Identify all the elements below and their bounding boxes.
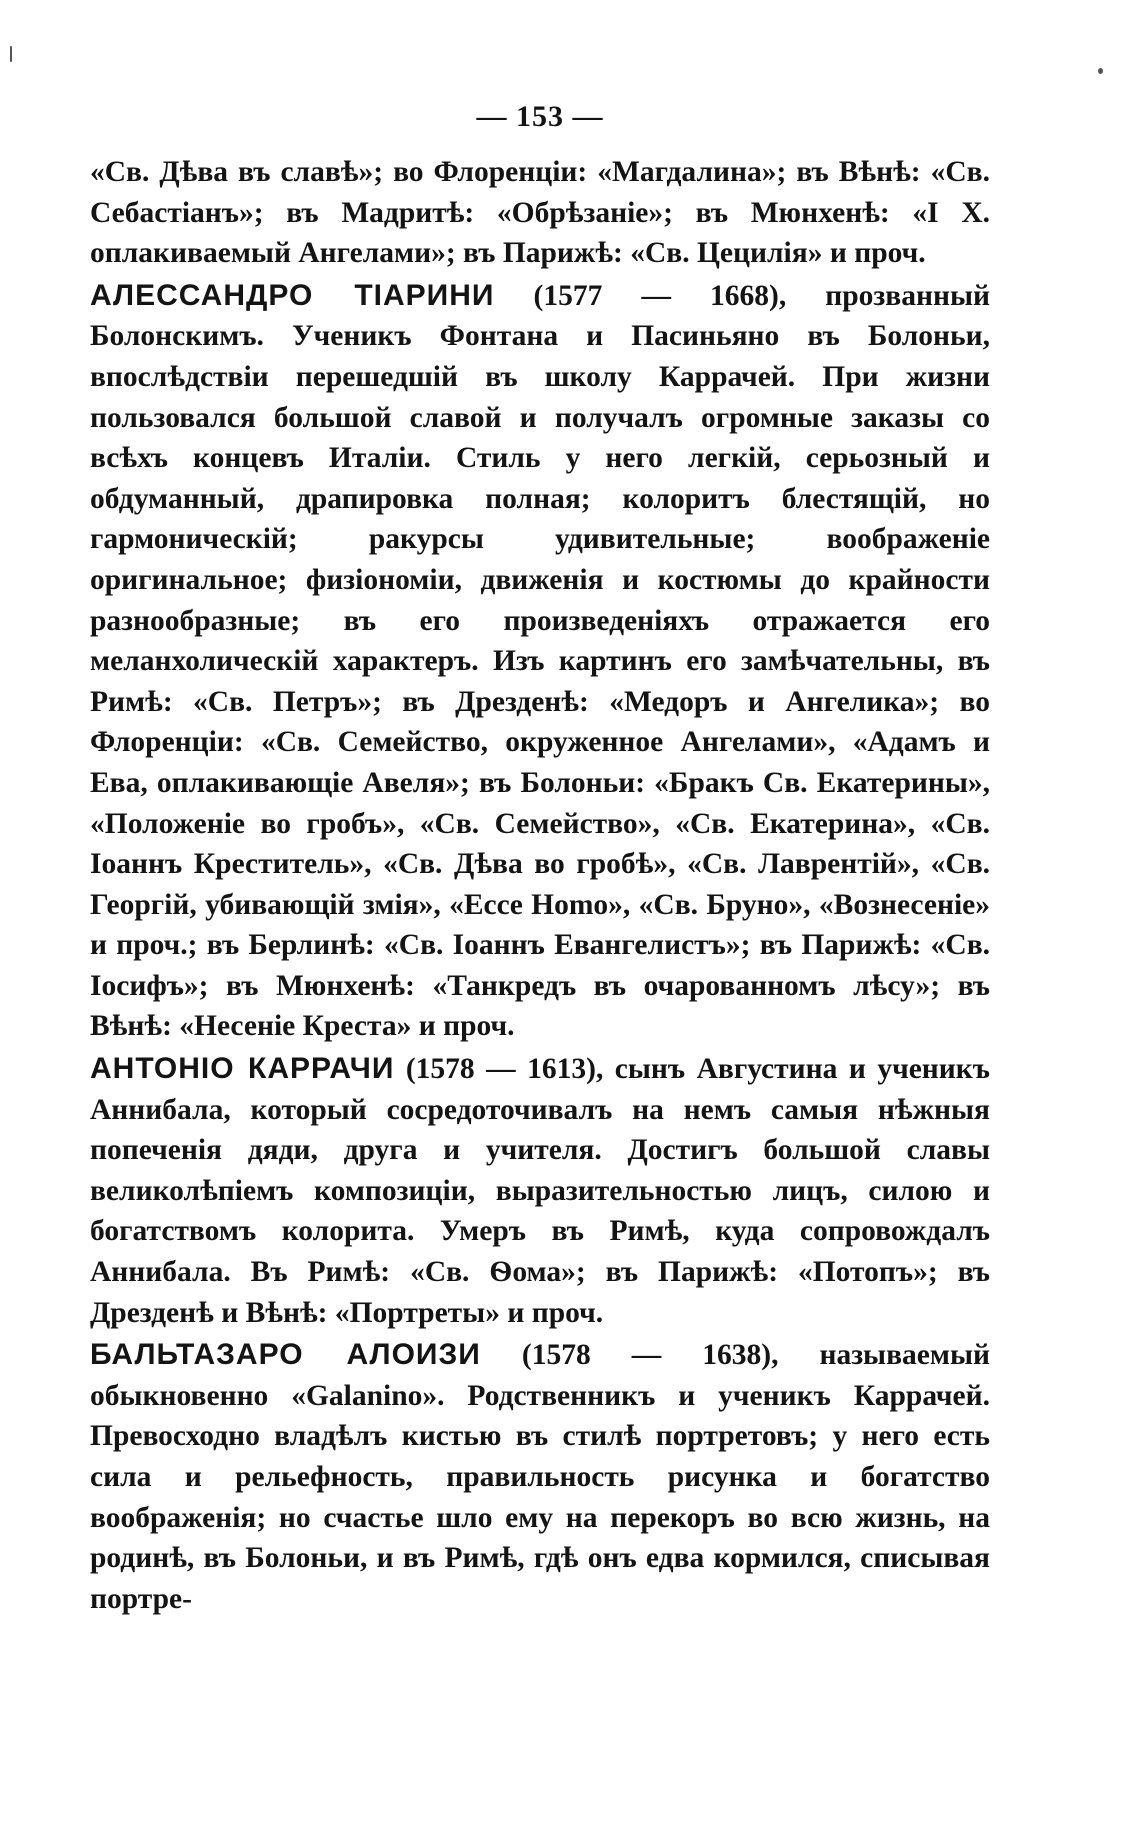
artist-name: АНТОНІО КАРРАЧИ	[90, 1052, 395, 1086]
margin-dot	[1098, 68, 1103, 74]
paragraph-aloisi	[90, 1335, 990, 1619]
paragraph-text: (1577 — 1668), прозванный Болонскимъ. Ученикъ Фонтана и Пасиньяно въ Болоньи, впослѣдствіи перешедшій въ школу Каррачей. При жизни пользовался большой славой и получалъ огромные заказы со всѣхъ концевъ Италіи. Стиль у него легкій, серьозный и обдуманный, драпировка полная; колоритъ блестящій, но гармоническій; ракурсы удивительные; воображеніе оригинальное; физіономіи, движенія и костюмы до крайности разнообразные; въ его произведеніяхъ отражается его меланхолическій характеръ. Изъ картинъ его замѣчательны, въ Римѣ: «Св. Петръ»; въ Дрезденѣ: «Медоръ и Ангелика»; во Флоренціи: «Св. Семейство, окруженное Ангелами», «Адамъ и Ева, оплакивающіе Авеля»; въ Болоньи: «Бракъ Св. Екатерины», «Положеніе во гробъ», «Св. Семейство», «Св. Екатерина», «Св. Іоаннъ Креститель», «Св. Дѣва во гробѣ», «Св. Лаврентій», «Св. Георгій, убивающій змія», «Ecce Homo», «Св. Бруно», «Вознесеніе» и проч.; въ Берлинѣ: «Св. Іоаннъ Евангелистъ»; въ Парижѣ: «Св. Іосифъ»; въ Мюнхенѣ: «Танкредъ въ очарованномъ лѣсу»; въ Вѣнѣ: «Несеніе Креста» и проч.	[90, 279, 990, 1043]
paragraph-continuation	[90, 152, 990, 274]
artist-name: АЛЕССАНДРО ТІАРИНИ	[90, 278, 495, 312]
paragraph-text: (1578 — 1638), называемый обыкновенно «Galanino». Родственникъ и ученикъ Каррачей. Превосходно владѣлъ кистью въ стилѣ портретовъ; у него есть сила и рельефность, правильность рисунка и богатство воображенія; но счастье шло ему на перекоръ во всю жизнь, на родинѣ, въ Болоньи, и въ Римѣ, гдѣ онъ едва кормился, списывая портре-	[90, 1339, 990, 1615]
paragraph-text: «Св. Дѣва въ славѣ»; во Флоренціи: «Магдалина»; въ Вѣнѣ: «Св. Себастіанъ»; въ Мадритѣ: «Обрѣзаніе»; въ Мюнхенѣ: «I X. оплакиваемый Ангелами»; въ Парижѣ: «Св. Цецилія» и проч.	[90, 156, 990, 270]
book-page	[90, 100, 990, 1619]
artist-name: БАЛЬТАЗАРО АЛОИЗИ	[90, 1338, 481, 1372]
margin-tick	[10, 46, 12, 62]
paragraph-antonio-carracci	[90, 1049, 990, 1333]
page-number: — 153 —	[476, 100, 604, 133]
paragraph-text: (1578 — 1613), сынъ Августина и ученикъ Аннибала, который сосредоточивалъ на немъ самыя нѣжныя попеченія дяди, друга и учителя. Достигъ большой славы великолѣпіемъ композиціи, выразительностью лицъ, силою и богатствомъ колорита. Умеръ въ Римѣ, куда сопровождалъ Аннибала. Въ Римѣ: «Св. Ѳома»; въ Парижѣ: «Потопъ»; въ Дрезденѣ и Вѣнѣ: «Портреты» и проч.	[90, 1053, 990, 1329]
paragraph-tiarini	[90, 276, 990, 1047]
